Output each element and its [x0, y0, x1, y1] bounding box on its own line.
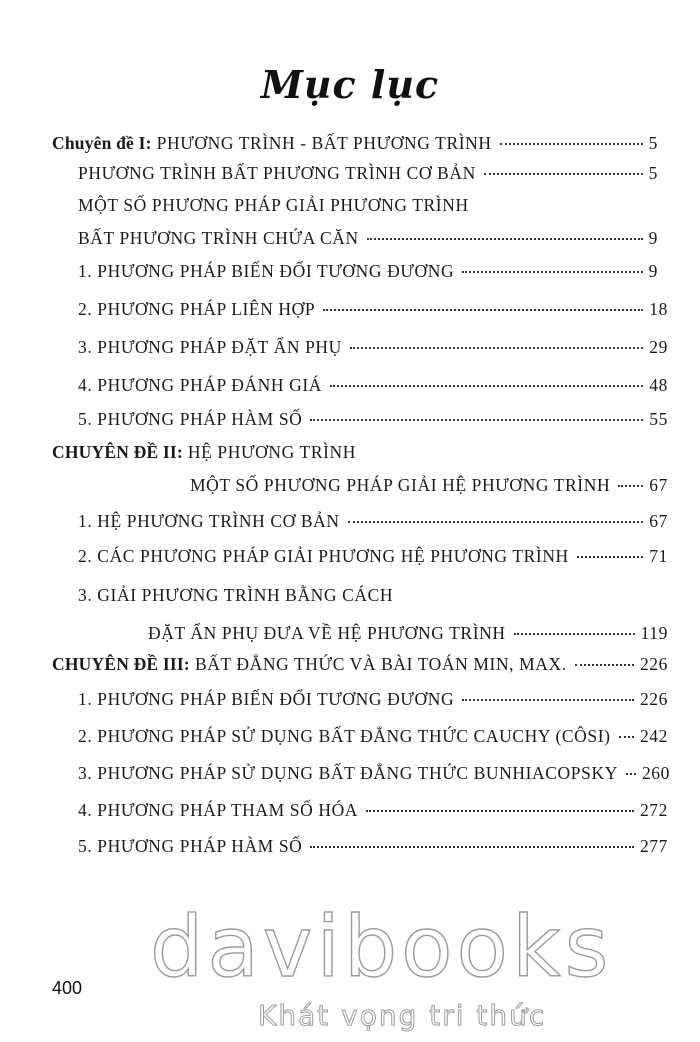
- toc-entry-label: 3. PHƯƠNG PHÁP SỬ DỤNG BẤT ĐẲNG THỨC BUNHIACOPSKY: [78, 763, 618, 783]
- watermark-slogan: Khát vọng tri thức: [258, 999, 547, 1032]
- toc-entry[interactable]: [78, 833, 668, 859]
- dot-leader: [577, 556, 644, 558]
- toc-entry-page: 226: [639, 654, 668, 674]
- dot-leader: [514, 633, 635, 635]
- chapter-prefix: Chuyên đề I:: [52, 133, 152, 153]
- dot-leader: [462, 699, 634, 701]
- dot-leader: [350, 347, 643, 349]
- dot-leader: [484, 173, 643, 175]
- toc-entry-label: ĐẶT ẨN PHỤ ĐƯA VỀ HỆ PHƯƠNG TRÌNH: [148, 623, 506, 643]
- toc-entry[interactable]: [78, 296, 668, 322]
- toc-entry-page: 242: [639, 726, 668, 746]
- toc-entry-label: BẤT ĐẲNG THỨC VÀ BÀI TOÁN MIN, MAX.: [189, 654, 567, 674]
- toc-entry[interactable]: [78, 160, 658, 186]
- toc-entry-label: 5. PHƯƠNG PHÁP HÀM SỐ: [78, 836, 303, 856]
- toc-entry-page: 48: [649, 375, 668, 395]
- toc-entry-page: 55: [649, 409, 668, 429]
- toc-entry-page: 9: [648, 228, 658, 248]
- toc-entry-label: 2. PHƯƠNG PHÁP LIÊN HỢP: [78, 299, 316, 319]
- toc-entry[interactable]: [78, 225, 658, 251]
- dot-leader: [619, 736, 634, 738]
- toc-entry-label: 1. PHƯƠNG PHÁP BIẾN ĐỔI TƯƠNG ĐƯƠNG: [78, 261, 455, 281]
- toc-entry-page: 18: [649, 299, 668, 319]
- dot-leader: [367, 238, 643, 240]
- toc-entry-label: 3. PHƯƠNG PHÁP ĐẶT ẨN PHỤ: [78, 337, 342, 357]
- watermark-brand: davibooks: [150, 898, 613, 996]
- dot-leader: [575, 664, 634, 666]
- toc-entry[interactable]: [78, 797, 668, 823]
- toc-entry-label: MỘT SỐ PHƯƠNG PHÁP GIẢI HỆ PHƯƠNG TRÌNH: [190, 475, 611, 495]
- toc-entry-page: 277: [639, 836, 668, 856]
- toc-entry-label: 5. PHƯƠNG PHÁP HÀM SỐ: [78, 409, 303, 429]
- toc-entry-label: 4. PHƯƠNG PHÁP ĐÁNH GIÁ: [78, 375, 323, 395]
- toc-entry-label: MỘT SỐ PHƯƠNG PHÁP GIẢI PHƯƠNG TRÌNH: [78, 195, 469, 215]
- page-number: 400: [52, 978, 83, 998]
- dot-leader: [323, 309, 643, 311]
- toc-entry[interactable]: [148, 620, 668, 646]
- toc-entry[interactable]: [52, 130, 658, 156]
- toc-entry-page: 67: [649, 475, 668, 495]
- toc-entry-page: 67: [649, 511, 668, 531]
- toc-entry-page: 5: [648, 163, 658, 183]
- toc-entry[interactable]: [78, 508, 668, 534]
- toc-entry-page: 29: [649, 337, 668, 357]
- dot-leader: [618, 485, 643, 487]
- dot-leader: [626, 773, 636, 775]
- toc-entry[interactable]: [78, 258, 658, 284]
- dot-leader: [310, 846, 634, 848]
- toc-entry-page: 71: [649, 546, 668, 566]
- toc-entry-label: BẤT PHƯƠNG TRÌNH CHỨA CĂN: [78, 228, 359, 248]
- toc-entry-label: 2. PHƯƠNG PHÁP SỬ DỤNG BẤT ĐẲNG THỨC CAUCHY (CÔSI): [78, 726, 611, 746]
- toc-entry-label: 4. PHƯƠNG PHÁP THAM SỐ HÓA: [78, 800, 359, 820]
- toc-entry-page: 272: [639, 800, 668, 820]
- toc-entry[interactable]: [78, 372, 668, 398]
- toc-entry-page: 119: [640, 623, 668, 643]
- toc-entry-label: 3. GIẢI PHƯƠNG TRÌNH BẰNG CÁCH: [78, 585, 394, 605]
- dot-leader: [310, 419, 643, 421]
- toc-entry-page: 260: [641, 763, 671, 783]
- chapter-prefix: CHUYÊN ĐỀ II:: [52, 442, 183, 462]
- dot-leader: [500, 143, 643, 145]
- toc-entry-page: 5: [648, 133, 658, 153]
- toc-entry-page: 226: [639, 689, 668, 709]
- toc-entry[interactable]: [52, 651, 668, 677]
- dot-leader: [366, 810, 634, 812]
- toc-entry-label: 1. PHƯƠNG PHÁP BIẾN ĐỔI TƯƠNG ĐƯƠNG: [78, 689, 455, 709]
- toc-entry[interactable]: [78, 543, 668, 569]
- toc-entry-page: 9: [648, 261, 658, 281]
- dot-leader: [330, 385, 643, 387]
- toc-entry[interactable]: [78, 582, 668, 608]
- toc-entry[interactable]: [190, 472, 668, 498]
- toc-entry[interactable]: [78, 723, 668, 749]
- toc-entry[interactable]: [52, 439, 658, 465]
- toc-entry-label: 1. HỆ PHƯƠNG TRÌNH CƠ BẢN: [78, 511, 340, 531]
- toc-entry[interactable]: [78, 686, 668, 712]
- dot-leader: [462, 271, 642, 273]
- toc-entry[interactable]: [78, 334, 668, 360]
- dot-leader: [348, 521, 644, 523]
- toc-entry-label: 2. CÁC PHƯƠNG PHÁP GIẢI PHƯƠNG HỆ PHƯƠNG TRÌNH: [78, 546, 569, 566]
- toc-entry-label: PHƯƠNG TRÌNH BẤT PHƯƠNG TRÌNH CƠ BẢN: [78, 163, 476, 183]
- toc-entry-label: PHƯƠNG TRÌNH - BẤT PHƯƠNG TRÌNH: [151, 133, 492, 153]
- toc-entry[interactable]: [78, 760, 671, 786]
- page-title: Mục lục: [260, 62, 440, 107]
- toc-entry-label: HỆ PHƯƠNG TRÌNH: [182, 442, 357, 462]
- chapter-prefix: CHUYÊN ĐỀ III:: [52, 654, 190, 674]
- toc-entry[interactable]: [78, 406, 668, 432]
- toc-entry[interactable]: [78, 192, 658, 218]
